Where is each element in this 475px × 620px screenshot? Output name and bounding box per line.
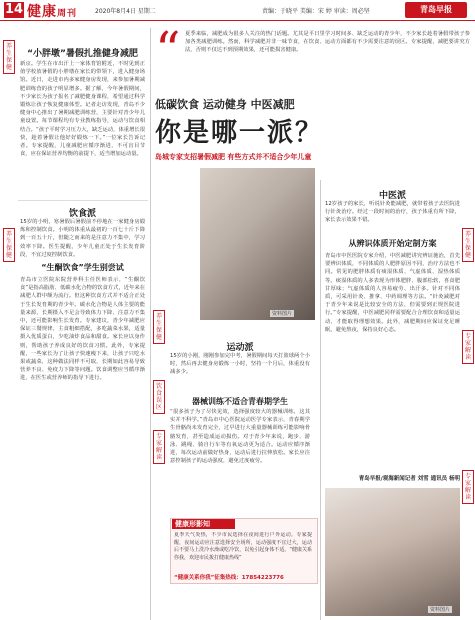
section-title [27, 1, 77, 21]
tip-box-text: 夏季天气炎热，不少市民选择在夜间进行户外运动。专家提醒，夜间运动应注意选择安全场所，运动强度不宜过大，运动后不要马上洗冷水澡或吃冷饮，以免引起身体不适。“健康关系你我，欢迎市民拨打健康热线” [174, 532, 312, 561]
tcm-section-byline: 青岛早报/观海新闻记者 刘雪 通讯员 杨明 [358, 476, 460, 482]
page-number: 14 [4, 2, 24, 17]
tab-right-low: 专家解读 [462, 470, 474, 504]
tip-box-title: 健康形影知 [172, 519, 235, 529]
tab-center-mid: 饮食误区 [153, 380, 165, 414]
tcm-section-label: 中医派 [378, 191, 406, 201]
tab-right-mid: 专家解读 [462, 330, 474, 364]
tab-right-top: 养生保健 [462, 228, 474, 262]
section-divider [18, 200, 148, 201]
bottom-photo [325, 488, 460, 616]
column-rule-right [320, 180, 321, 620]
tab-center-low: 专家解读 [153, 430, 165, 464]
feature-kicker: 低碳饮食 运动健身 中医减肥 [155, 98, 295, 111]
sport-section-subtitle: 器械训练不适合青春期学生 [192, 397, 288, 406]
newspaper-logo: 青岛早报 [405, 2, 467, 18]
editors-line: 责编：于晓平 美编：宋 婷 审读：周必坚 [262, 8, 370, 15]
article1-body: 新京。学生在市出汗上一家体育馆附近，不时见到正值学校放暑假的小胖墩在家长的带领下，进入健身场馆。近日，走进市内多家健身房发现，来参加暑期减肥训练营的孩子明显增多。据了解，今年暑假期间，不少家长为孩子报名了减肥健身课程，希望通过科学锻炼让孩子恢复健康体型。记者走访发现，青岛不少健身中心推出了暑期减肥训练营，主要针对青少年儿童设置。每节课程均有专业教练指导，运动与饮食相结合。“孩子平时学习压力大，缺乏运动，体重增长很快，趁着暑假让他好好锻炼一下。”一位家长告诉记者。专家提醒，儿童减肥应循序渐进，不可盲目节食，应在保证营养均衡的前提下，适当增加运动量。 [20, 61, 145, 158]
photo-credit-bottom: 资料图片 [430, 607, 451, 613]
diet-section-body: 青岛市立医院东院营养科主任医师表示，“生酮饮食”是指高脂肪、低碳水化合物的饮食方式，近年来在减肥人群中颇为流行。但这种饮食方式并不适合正处于生长发育期的青少年。碳水化合物是人体主要的能量来源，长期摄入不足会导致体力下降、注意力不集中，还可能影响生长发育。专家建议，青少年减肥应保证三餐规律，主食粗细搭配，多吃蔬菜水果，适量摄入优质蛋白，少吃油炸食品和甜食。家长应以身作则，帮助孩子养成良好的饮食习惯。此外，专家提醒，一些家长为了让孩子快速瘦下来，让孩子只吃水果或蔬菜，这种做法同样不可取，长期如此容易导致营养不良、免疫力下降等问题。饮食调整应当循序渐进，在医生或营养师的指导下进行。 [20, 277, 145, 382]
section-name: 健康 [27, 4, 57, 20]
tab-center-top: 养生保健 [153, 310, 165, 344]
diet-section-subtitle: “生酮饮食”学生别尝试 [41, 263, 124, 272]
tab-left-top: 养生保健 [3, 40, 15, 74]
quote-mark-icon: “ [155, 21, 181, 79]
lede-text: 夏季来临，减肥成为很多人关注的热门话题。尤其是平日里学习时间多、缺乏运动的青少年，不少家长趁着暑假带孩子参加各类减肥训练。然而，科学减肥并非一味节食，在饮食、运动方面都有不少需要注意的误区。专家提醒，减肥要讲究方法，否则不仅达不到预期效果，还可能损害健康。 [185, 31, 470, 54]
section-suffix: 周刊 [57, 9, 78, 19]
diet-section-label: 饮食派 [68, 209, 96, 219]
sport-section-label: 运动派 [226, 343, 254, 353]
sport-section-intro: 15岁的小刚，刚刚参加完中考，暑假期间每天打篮球两个小时，然后再去健身房锻炼一小时，坚持一个月后，体重没有减多少。 [170, 353, 310, 376]
diet-section-intro: 15岁的小明，寒暑假后暑假前不停地在一家健身房锻炼和控制饮食。小明的体重从最初的一百七十斤下降到一百五十斤，但随之而来的是注意力不集中，学习效率下降。医生提醒，少年儿童正处于生长发育阶段，不宜过度控制饮食。 [20, 219, 145, 258]
sport-section-body: “很多孩子为了尽快见效，选择强度较大的器械训练，这其实并不科学。”青岛市中心医院运动医学专家表示，青春期学生骨骼尚未发育完全，过早进行大重量器械训练可能影响骨骼发育，甚至造成运动损伤。对于青少年来说，跑步、游泳、跳绳、骑自行车等有氧运动更为适合。运动应循序渐进，每次运动前做好热身，运动后进行拉伸放松。家长应注意控制孩子的运动强度，避免过度疲劳。 [170, 409, 310, 465]
photo-credit-middle: 资料图片 [272, 311, 293, 317]
tab-left-mid: 养生保健 [3, 228, 15, 262]
feature-headline: 你是哪一派？ [155, 118, 324, 148]
tcm-section-intro: 12岁孩子的家长，听说针灸能减肥，就带着孩子去医院进行针灸治疗。经过一段时间的治疗，孩子体重有所下降，家长表示效果不错。 [325, 201, 460, 224]
tcm-section-body: 青岛市中医医院专家介绍，中医减肥讲究辨证施治，首先要辨识体质，不同体质的人肥胖原因不同，治疗方法也不同。常见的肥胖体质有痰湿体质、气虚体质、湿热体质等。痰湿体质的人多表现为形体肥胖、腹部松软，喜食肥甘厚味；气虚体质的人容易疲劳、出汗多。针对不同体质，可采用针灸、推拿、中药调理等方法。“针灸减肥对于青少年来说是比较安全的方法，但需要到正规医院进行。”专家提醒，中医减肥同样需要配合合理饮食和适量运动，才能取得理想效果。此外，减肥期间应保证充足睡眠，避免熬夜，保持良好心态。 [325, 253, 460, 333]
feature-photo [200, 168, 315, 320]
tip-box-hotline: “健康关系你我”征集热线：17854223776 [174, 575, 284, 581]
article1-title: “小胖墩”暑假扎推健身减肥 [27, 49, 138, 59]
issue-date: 2020年8月4日 星期二 [95, 8, 156, 15]
column-rule [150, 28, 151, 620]
feature-deck: 岛城专家支招暑假减肥 有些方式并不适合少年儿童 [155, 153, 312, 161]
tcm-section-subtitle: 从辨识体质开始定制方案 [348, 239, 437, 248]
